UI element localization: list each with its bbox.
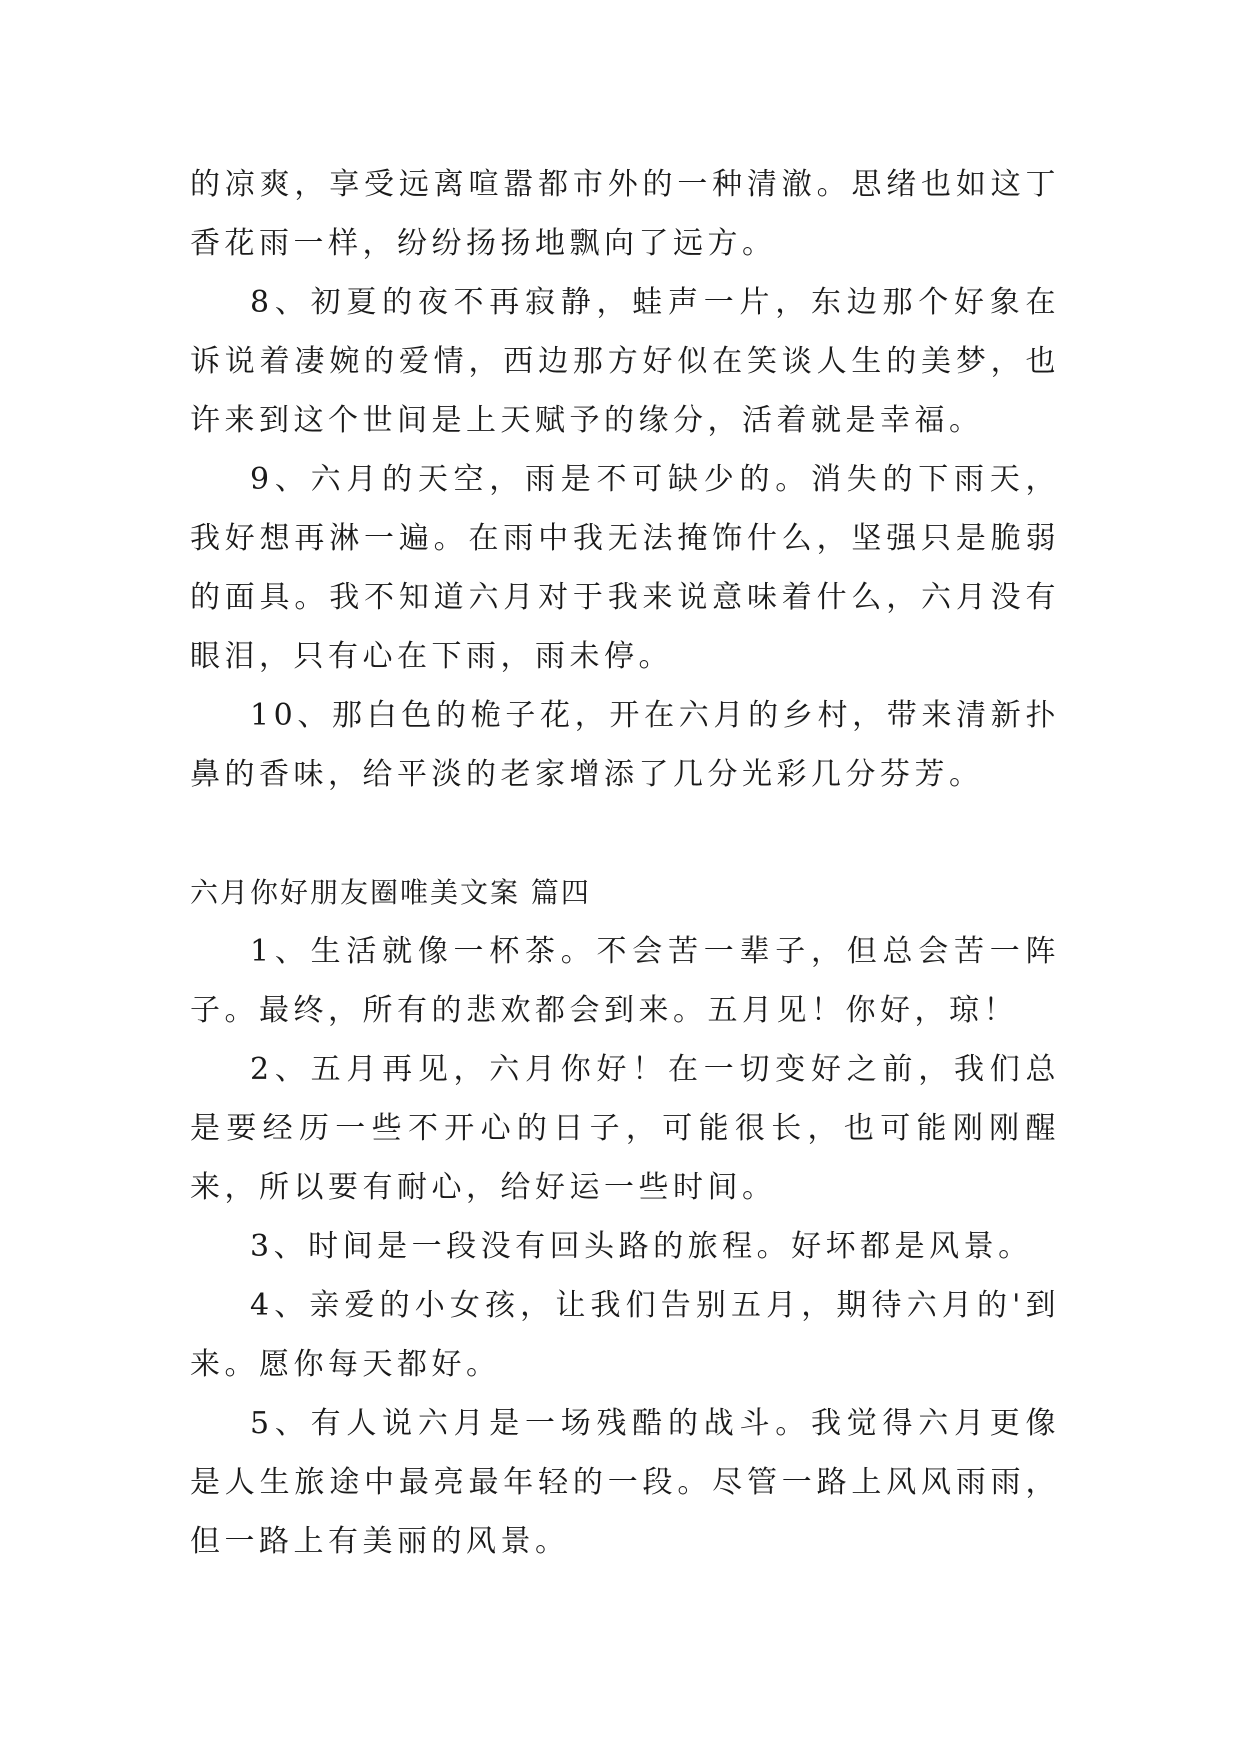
list-item-8: 8、初夏的夜不再寂静，蛙声一片，东边那个好象在诉说着凄婉的爱情，西边那方好似在笑谈人生的美梦，也许来到这个世间是上天赋予的缘分，活着就是幸福。 [190, 285, 1060, 438]
section-heading: 六月你好朋友圈唯美文案 篇四 [190, 876, 591, 909]
list-item-10: 10、那白色的桅子花，开在六月的乡村，带来清新扑鼻的香味，给平淡的老家增添了几分光彩几分芬芳。 [190, 698, 1060, 792]
list-item-5: 5、有人说六月是一场残酷的战斗。我觉得六月更像是人生旅途中最亮最年轻的一段。尽管一路上风风雨雨，但一路上有美丽的风景。 [190, 1406, 1060, 1559]
list-item-9: 9、六月的天空，雨是不可缺少的。消失的下雨天，我好想再淋一遍。在雨中我无法掩饰什么，坚强只是脆弱的面具。我不知道六月对于我来说意味着什么，六月没有眼泪，只有心在下雨，雨未停。 [190, 462, 1060, 674]
list-item-3: 3、时间是一段没有回头路的旅程。好坏都是风景。 [250, 1229, 1033, 1264]
list-item-4: 4、亲爱的小女孩，让我们告别五月，期待六月的'到来。愿你每天都好。 [190, 1288, 1060, 1382]
continuation-paragraph: 的凉爽，享受远离喧嚣都市外的一种清澈。思绪也如这丁香花雨一样，纷纷扬扬地飘向了远方。 [190, 167, 1060, 261]
list-item-2: 2、五月再见，六月你好！在一切变好之前，我们总是要经历一些不开心的日子，可能很长，也可能刚刚醒来，所以要有耐心，给好运一些时间。 [190, 1052, 1060, 1205]
document-page [190, 155, 1060, 1571]
list-item-1: 1、生活就像一杯茶。不会苦一辈子，但总会苦一阵子。最终，所有的悲欢都会到来。五月见！你好，琼！ [190, 934, 1060, 1028]
